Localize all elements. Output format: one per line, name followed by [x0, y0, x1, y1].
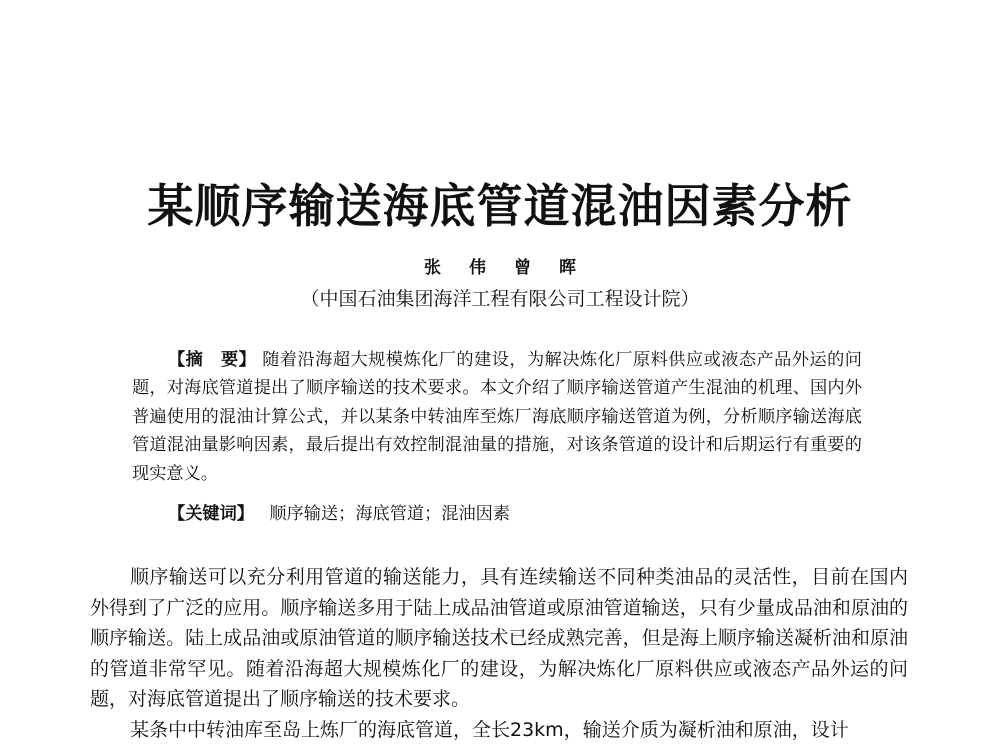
keywords-text: 顺序输送；海底管道；混油因素 — [269, 504, 511, 524]
abstract — [132, 346, 862, 488]
author-name: 曾 — [514, 258, 531, 278]
author-name: 张 — [424, 258, 441, 278]
keywords-label: 【关键词】 — [168, 504, 254, 524]
affiliation: （中国石油集团海洋工程有限公司工程设计院） — [300, 288, 700, 310]
author-list — [0, 256, 1000, 280]
abstract-text: 随着沿海超大规模炼化厂的建设，为解决炼化厂原料供应或液态产品外运的问题，对海底管道提出了顺序输送的技术要求。本文介绍了顺序输送管道产生混油的机理、国内外普遍使用的混油计算公式，并以某条中转油库至炼厂海底顺序输送管道为例，分析顺序输送海底管道混油量影响因素，最后提出有效控制混油量的措施，对该条管道的设计和后期运行有重要的现实意义。 — [132, 350, 862, 484]
body-paragraph: 某条中中转油库至岛上炼厂的海底管道，全长23km，输送介质为凝析油和原油，设计 — [130, 718, 849, 741]
author-name: 晖 — [559, 258, 576, 278]
body-text — [90, 562, 908, 746]
author-name: 伟 — [469, 258, 486, 278]
body-paragraph: 顺序输送可以充分利用管道的输送能力，具有连续输送不同种类油品的灵活性，目前在国内外得到了广泛的应用。顺序输送多用于陆上成品油管道或原油管道输送，只有少量成品油和原油的顺序输送。陆上成品油或原油管道的顺序输送技术已经成熟完善，但是海上顺序输送凝析油和原油的管道非常罕见。随着沿海超大规模炼化厂的建设，为解决炼化厂原料供应或液态产品外运的问题，对海底管道提出了顺序输送的技术要求。 — [90, 566, 908, 711]
keywords — [168, 500, 510, 528]
paper-title: 某顺序输送海底管道混油因素分析 — [147, 179, 853, 233]
abstract-label: 【摘 要】 — [168, 350, 257, 370]
